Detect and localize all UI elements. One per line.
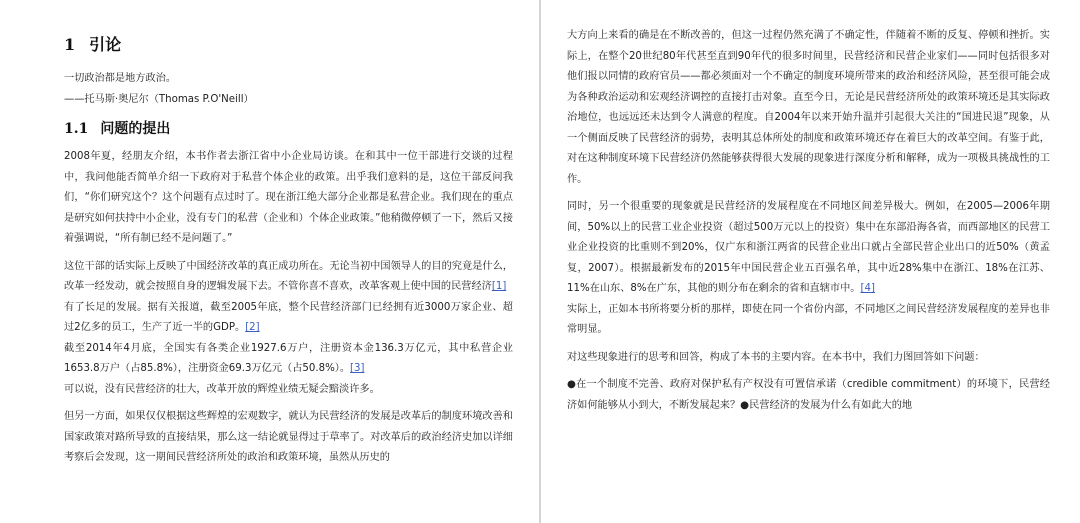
paragraph-10: 对这些现象进行的思考和回答，构成了本书的主要内容。在本书中，我们力图回答如下问题： [567,351,985,363]
paragraph-4-text: 截至2014年4月底，全国实有各类企业1927.6万户，注册资本金136.3万亿元，其中私营企业1653.8万户（占85.8%），注册资金69.3万亿元（占50.8%）。 [64,342,513,374]
paragraph-6: 但另一方面，如果仅仅根据这些辉煌的宏观数字，就认为民营经济的发展是改革后的制度环境改善和国家政策对路所导致的直接结果，那么这一结论就显得过于草率了。对改革后的政治经济史加以详细考察后会发现，这一期间民营经济所处的政治和政策环境，虽然从历史的 [64,411,513,463]
paragraph-1: 2008年夏，经朋友介绍，本书作者去浙江省中小企业局访谈。在和其中一位干部进行交谈的过程中，我问他能否简单介绍一下政府对于私营个体企业的政策。出乎我们意料的是，这位干部反问我们，“你们研究这个？这个问题有点过时了。现在浙江绝大部分企业都是私营企业。我们现在的重点是研究如何扶持中小企业，没有专门的私营（企业和）个体企业政策。”他稍微停顿了一下，然后又接着强调说，“所有制已经不是问题了。” [64,151,513,244]
section-heading [64,118,513,138]
paragraph-3 [64,298,513,339]
paragraph-5: 可以说，没有民营经济的壮大，改革开放的辉煌业绩无疑会黯淡许多。 [64,383,380,395]
footnote-link-4[interactable]: [4] [860,283,875,294]
paragraph-2 [64,257,513,298]
paragraph-4 [64,339,513,380]
chapter-number: 1 [64,35,76,54]
footnote-link-3[interactable]: [3] [350,363,365,374]
paragraph-9: 实际上，正如本书所将要分析的那样，即使在同一个省份内部，不同地区之间民营经济发展程度的差异也非常明显。 [567,303,1050,335]
paragraph-8 [567,197,1050,300]
section-title: 问题的提出 [100,121,171,137]
epigraph-attribution: ——托马斯·奥尼尔（Thomas P.O'Neill） [64,93,254,105]
paragraph-3-text: 有了长足的发展。据有关报道，截至2005年底，整个民营经济部门已经拥有近3000万家企业、超过2亿多的员工，生产了近一半的GDP。 [64,301,513,333]
paragraph-8-text: 同时，另一个很重要的现象就是民营经济的发展程度在不同地区间差异极大。例如，在2005—2006年期间，50%以上的民营工业企业投资（超过500万元以上的投资）集中在东部沿海各省，而西部地区的民营工业企业投资的比重则不到20%，仅广东和浙江两省的民营企业出口就占全部民营企业出口的近50%（黄孟复，2007）。根据最新发布的2015年中国民营企业五百强名单，其中近28%集中在浙江、18%在江苏、11%在山东、8%在广东，其他的则分布在剩余的省和直辖市中。 [567,201,1050,294]
section-number: 1.1 [64,121,89,137]
footnote-link-2[interactable]: [2] [245,322,260,333]
paragraph-2-text: 这位干部的话实际上反映了中国经济改革的真正成功所在。无论当初中国领导人的目的究竟是什么，改革一经发动，就会按照自身的逻辑发展下去。不管你喜不喜欢，改革客观上使中国的民营经济 [64,260,513,292]
epigraph: 一切政治都是地方政治。 [64,73,177,84]
right-page [541,0,1080,523]
chapter-heading [64,32,513,55]
chapter-title: 引论 [89,35,122,54]
paragraph-11: ●在一个制度不完善、政府对保护私有产权没有可置信承诺（credible commitment）的环境下，民营经济如何能够从小到大，不断发展起来？●民营经济的发展为什么有如此大的地 [567,379,1050,411]
left-page [0,0,539,523]
paragraph-7: 大方向上来看的确是在不断改善的，但这一过程仍然充满了不确定性，伴随着不断的反复、停顿和挫折。实际上，在整个20世纪80年代甚至直到90年代的很多时间里，民营经济和民营企业家们——同时包括很多对他们报以同情的政府官员——都必须面对一个不确定的制度环境所带来的政治和经济风险，甚至很可能会成为各种政治运动和宏观经济调控的直接打击对象。直至今日，无论是民营经济所处的政策环境还是其实际政治地位，也远远还未达到令人满意的程度。自2004年以来开始升温并引起很大关注的“国进民退”现象，从一个侧面反映了民营经济的弱势，表明其总体所处的制度和政策环境还存在着巨大的改革空间。有鉴于此，对在这种制度环境下民营经济仍然能够获得很大发展的现象进行深度分析和解释，成为一项极具挑战性的工作。 [567,30,1050,185]
footnote-link-1[interactable]: [1] [491,281,507,292]
